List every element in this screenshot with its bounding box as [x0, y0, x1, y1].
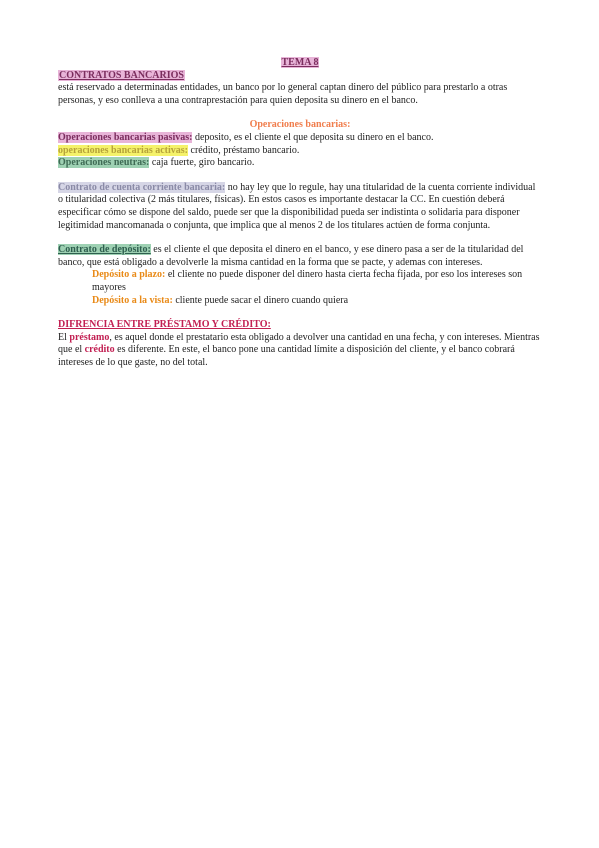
contratos-heading-line	[58, 70, 542, 83]
diferencia-paragraph	[58, 332, 542, 370]
activas-text: crédito, préstamo bancario.	[188, 144, 300, 156]
operaciones-heading-line	[58, 119, 542, 132]
deposito-plazo	[58, 269, 542, 294]
diferencia-heading: DIFRENCIA ENTRE PRÉSTAMO Y CRÉDITO:	[58, 319, 271, 331]
cuenta-corriente-text: no hay ley que lo regule, hay una titularidad de la cuenta corriente individual o titularidad colectiva (2 más titulares, físicas). En estos casos es importante destacar la CC. En cuestión deberá especificar cómo se dispone del saldo, puede ser que la disponibilidad pueda ser indistinta o solidaria para disponer legitimidad mancomanada o conjunta, que implica que al menos 2 de los titulares actúen de forma conjunta.	[58, 181, 536, 231]
page-title: TEMA 8	[281, 57, 319, 68]
prestamo-term: préstamo	[69, 331, 110, 343]
document-page	[58, 57, 542, 369]
deposito-label: Contrato de depósito:	[58, 244, 151, 256]
diferencia-heading-line	[58, 319, 542, 332]
vista-text: cliente puede sacar el dinero cuando quiera	[172, 294, 349, 306]
spacer	[58, 232, 542, 244]
spacer	[58, 170, 542, 182]
cuenta-corriente-label: Contrato de cuenta corriente bancaria:	[58, 181, 226, 193]
title-line	[58, 57, 542, 70]
operaciones-neutras	[58, 157, 542, 170]
credito-term: crédito	[84, 344, 115, 356]
contratos-heading: CONTRATOS BANCARIOS	[59, 69, 184, 81]
activas-label: operaciones bancarias activas:	[58, 144, 188, 156]
neutras-label: Operaciones neutras:	[58, 157, 150, 169]
neutras-text: caja fuerte, giro bancario.	[149, 157, 255, 169]
deposito-paragraph	[58, 244, 542, 269]
spacer	[58, 307, 542, 319]
pasivas-text: deposito, es el cliente el que deposita su dinero en el banco.	[192, 131, 434, 143]
contratos-text: está reservado a determinadas entidades, un banco por lo general captan dinero del público para prestarlo a otras personas, y eso conlleva a una contraprestación para quien deposita su dinero en el banco.	[58, 82, 508, 106]
cuenta-corriente-paragraph	[58, 182, 542, 232]
vista-label: Depósito a la vista:	[92, 294, 173, 306]
operaciones-heading: Operaciones bancarias:	[249, 119, 351, 131]
plazo-text: el cliente no puede disponer del dinero hasta cierta fecha fijada, por eso los intereses son mayores	[92, 269, 523, 293]
spacer	[58, 107, 542, 119]
diferencia-text-3: es diferente. En este, el banco pone una cantidad límite a disposición del cliente, y el banco cobrará intereses de lo que gaste, no del total.	[58, 344, 515, 368]
plazo-label: Depósito a plazo:	[92, 269, 166, 281]
diferencia-text-2: , es aquel donde el prestatario esta obligado a devolver una cantidad en una fecha, y con intereses. Mientras que el	[58, 331, 540, 356]
operaciones-activas	[58, 145, 542, 158]
diferencia-text-1: El	[58, 331, 70, 343]
operaciones-pasivas	[58, 132, 542, 145]
deposito-text: es el cliente el que deposita el dinero en el banco, y ese dinero pasa a ser de la titularidad del banco, que está obligado a devolverle la misma cantidad en la forma que se pacte, y ademas con intereses.	[58, 244, 524, 268]
pasivas-label: Operaciones bancarias pasivas:	[58, 131, 193, 143]
deposito-vista	[58, 295, 542, 308]
